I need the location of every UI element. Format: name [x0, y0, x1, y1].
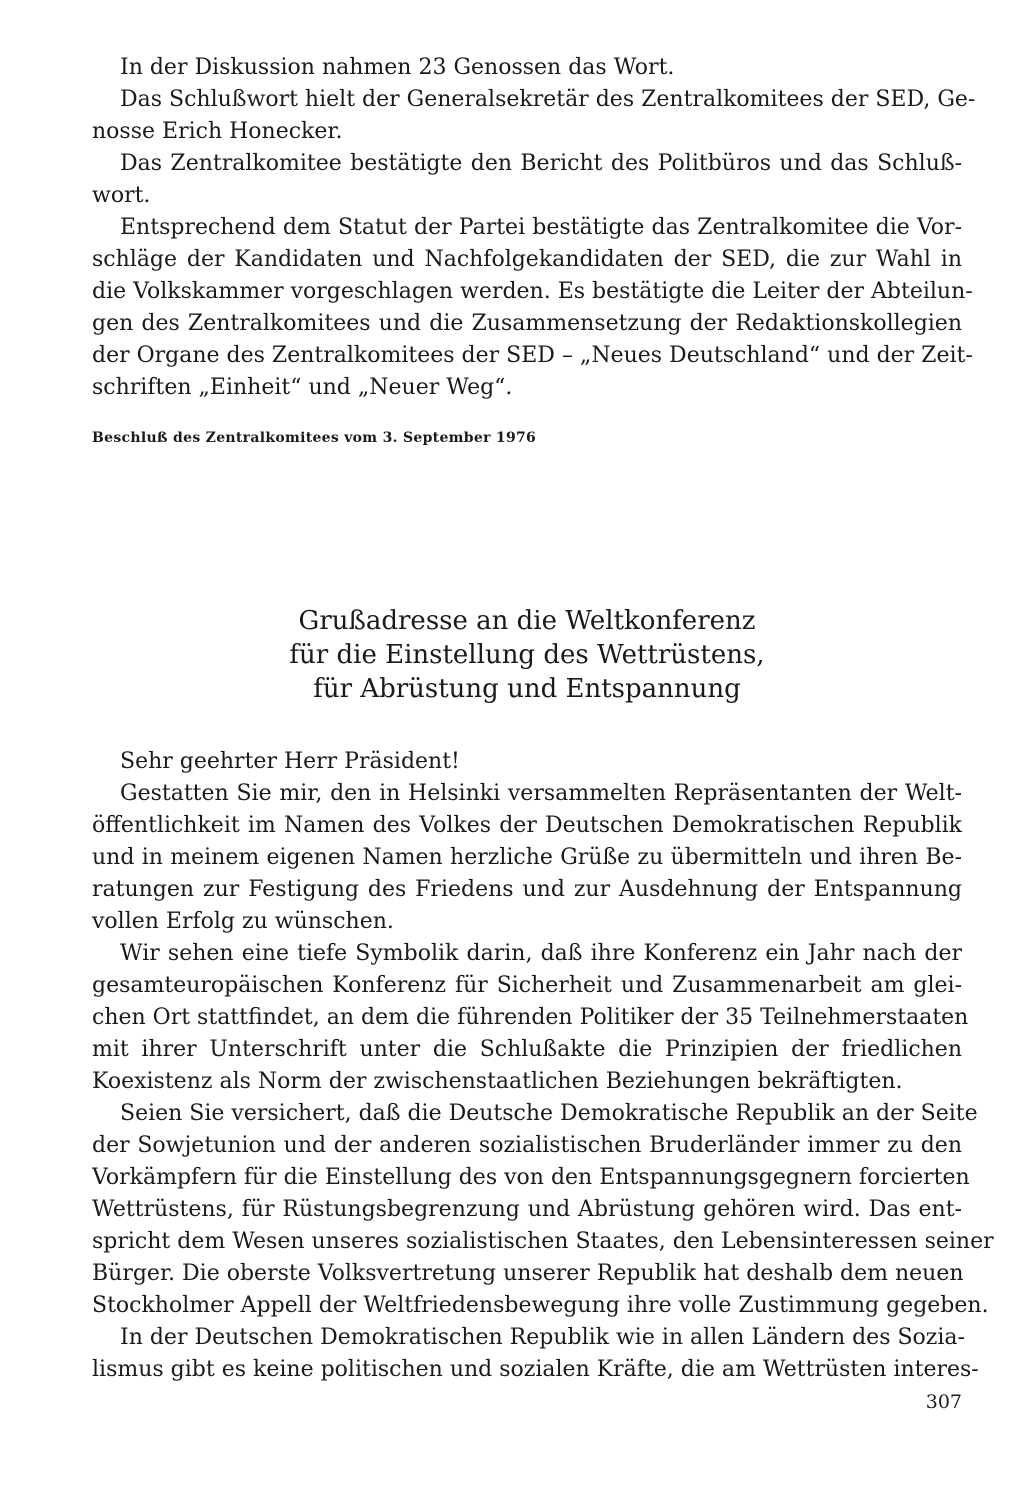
salutation — [92, 746, 962, 778]
greeting-letter — [92, 746, 994, 1386]
text-line: Wettrüstens, für Rüstungsbegrenzung und Abrüstung gehören wird. Das ent- — [92, 1197, 962, 1222]
text-line: spricht dem Wesen unseres sozialistischen Staates, den Lebensinteressen seiner — [92, 1229, 994, 1254]
text-line: Entsprechend dem Statut der Partei bestätigte das Zentralkomitee die Vor- — [120, 215, 962, 240]
text-line: Gestatten Sie mir, den in Helsinki versammelten Repräsentanten der Welt- — [120, 781, 962, 806]
text-line: schläge der Kandidaten und Nachfolgekandidaten der SED, die zur Wahl in — [92, 247, 962, 272]
text-line: Bürger. Die oberste Volksvertretung unserer Republik hat deshalb dem neuen — [92, 1261, 964, 1286]
text-line: vollen Erfolg zu wünschen. — [92, 909, 394, 934]
text-line: In der Diskussion nahmen 23 Genossen das Wort. — [120, 55, 675, 80]
text-line: und in meinem eigenen Namen herzliche Grüße zu übermitteln und ihren Be- — [92, 845, 962, 870]
title-line: für Abrüstung und Entspannung — [313, 674, 741, 704]
text-line: Vorkämpfern für die Einstellung des von den Entspannungsgegnern forcierten — [92, 1165, 970, 1190]
paragraph — [92, 212, 973, 404]
title-line: Grußadresse an die Weltkonferenz — [298, 606, 756, 636]
text-line: der Organe des Zentralkomitees der SED – „Neues Deutschland“ und der Zeit- — [92, 343, 973, 368]
text-line: mit ihrer Unterschrift unter die Schlußakte die Prinzipien der friedlichen — [92, 1037, 962, 1062]
title-line: für die Einstellung des Wettrüstens, — [289, 640, 765, 670]
paragraph — [92, 778, 962, 938]
text-line: nosse Erich Honecker. — [92, 119, 343, 144]
resolution-section — [92, 52, 976, 404]
resolution-note: Beschluß des Zentralkomitees vom 3. September 1976 — [92, 430, 537, 446]
text-line: Koexistenz als Norm der zwischenstaatlichen Beziehungen bekräftigten. — [92, 1069, 903, 1094]
text-line: Seien Sie versichert, daß die Deutsche Demokratische Republik an der Seite — [120, 1101, 978, 1126]
paragraph — [92, 148, 962, 212]
page-number: 307 — [925, 1391, 962, 1413]
text-line: öffentlichkeit im Namen des Volkes der Deutschen Demokratischen Republik — [92, 813, 962, 838]
paragraph — [92, 1098, 994, 1322]
text-line: der Sowjetunion und der anderen sozialistischen Bruderländer immer zu den — [92, 1133, 962, 1158]
text-line: gesamteuropäischen Konferenz für Sicherheit und Zusammenarbeit am glei- — [92, 973, 962, 998]
section-title — [92, 604, 962, 706]
text-line: ratungen zur Festigung des Friedens und zur Ausdehnung der Entspannung — [92, 877, 962, 902]
text-line: In der Deutschen Demokratischen Republik wie in allen Ländern des Sozia- — [120, 1325, 965, 1350]
text-line: Stockholmer Appell der Weltfriedensbewegung ihre volle Zustimmung gegeben. — [92, 1293, 989, 1318]
paragraph — [92, 1322, 979, 1386]
text-line: wort. — [92, 183, 151, 208]
text-line: schriften „Einheit“ und „Neuer Weg“. — [92, 375, 513, 400]
text-line: Sehr geehrter Herr Präsident! — [120, 749, 460, 774]
text-line: lismus gibt es keine politischen und sozialen Kräfte, die am Wettrüsten interes- — [92, 1357, 979, 1382]
text-line: Das Zentralkomitee bestätigte den Bericht des Politbüros und das Schluß- — [120, 151, 962, 176]
paragraph — [92, 938, 969, 1098]
paragraph — [92, 52, 962, 84]
text-line: Das Schlußwort hielt der Generalsekretär des Zentralkomitees der SED, Ge- — [120, 87, 976, 112]
text-line: die Volkskammer vorgeschlagen werden. Es bestätigte die Leiter der Abteilun- — [92, 279, 973, 304]
text-line: gen des Zentralkomitees und die Zusammensetzung der Redaktionskollegien — [92, 311, 962, 336]
text-line: Wir sehen eine tiefe Symbolik darin, daß ihre Konferenz ein Jahr nach der — [120, 941, 962, 966]
paragraph — [92, 84, 976, 148]
text-line: chen Ort stattfindet, an dem die führenden Politiker der 35 Teilnehmerstaaten — [92, 1005, 969, 1030]
